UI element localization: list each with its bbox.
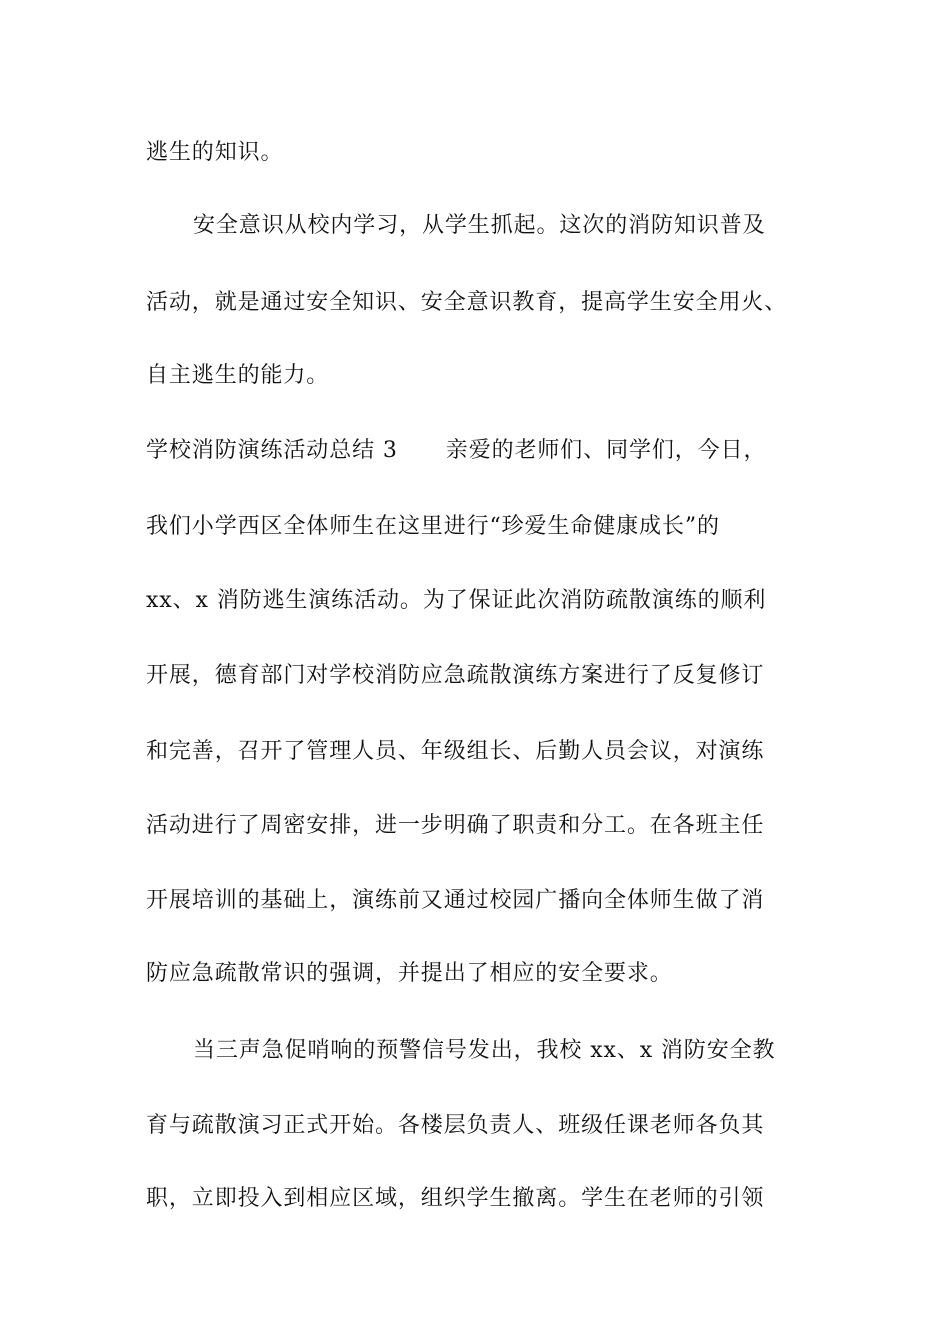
- text-line: 职，立即投入到相应区域，组织学生撤离。学生在老师的引领: [146, 1186, 765, 1211]
- text-line: 亲爱的老师们、同学们，今日，: [445, 438, 767, 463]
- heading-line: [146, 436, 766, 466]
- text-line: 育与疏散演习正式开始。各楼层负责人、班级任课老师各负其: [146, 1113, 765, 1138]
- text-line: 活动进行了周密安排，进一步明确了职责和分工。在各班主任: [146, 813, 765, 838]
- text-line: xx、x 消防逃生演练活动。为了保证此次消防疏散演练的顺利: [146, 588, 767, 613]
- paragraph-start-line: 当三声急促哨响的预警信号发出，我校 xx、x 消防安全教: [193, 1038, 776, 1063]
- text-line: 和完善，召开了管理人员、年级组长、后勤人员会议，对演练: [146, 739, 765, 764]
- text-line: 活动，就是通过安全知识、安全意识教育，提高学生安全用火、: [146, 290, 788, 315]
- text-line: 逃生的知识。: [146, 140, 284, 165]
- text-line: 防应急疏散常识的强调，并提出了相应的安全要求。: [146, 961, 673, 986]
- text-line: 开展培训的基础上，演练前又通过校园广播向全体师生做了消: [146, 888, 765, 913]
- text-line: 开展，德育部门对学校消防应急疏散演练方案进行了反复修订: [146, 663, 765, 688]
- text-line: 我们小学西区全体师生在这里进行“珍爱生命健康成长”的: [146, 514, 720, 539]
- paragraph-start-line: 安全意识从校内学习，从学生抓起。这次的消防知识普及: [193, 213, 766, 238]
- section-heading: 学校消防演练活动总结 3: [146, 438, 398, 463]
- text-line: 自主逃生的能力。: [146, 363, 330, 388]
